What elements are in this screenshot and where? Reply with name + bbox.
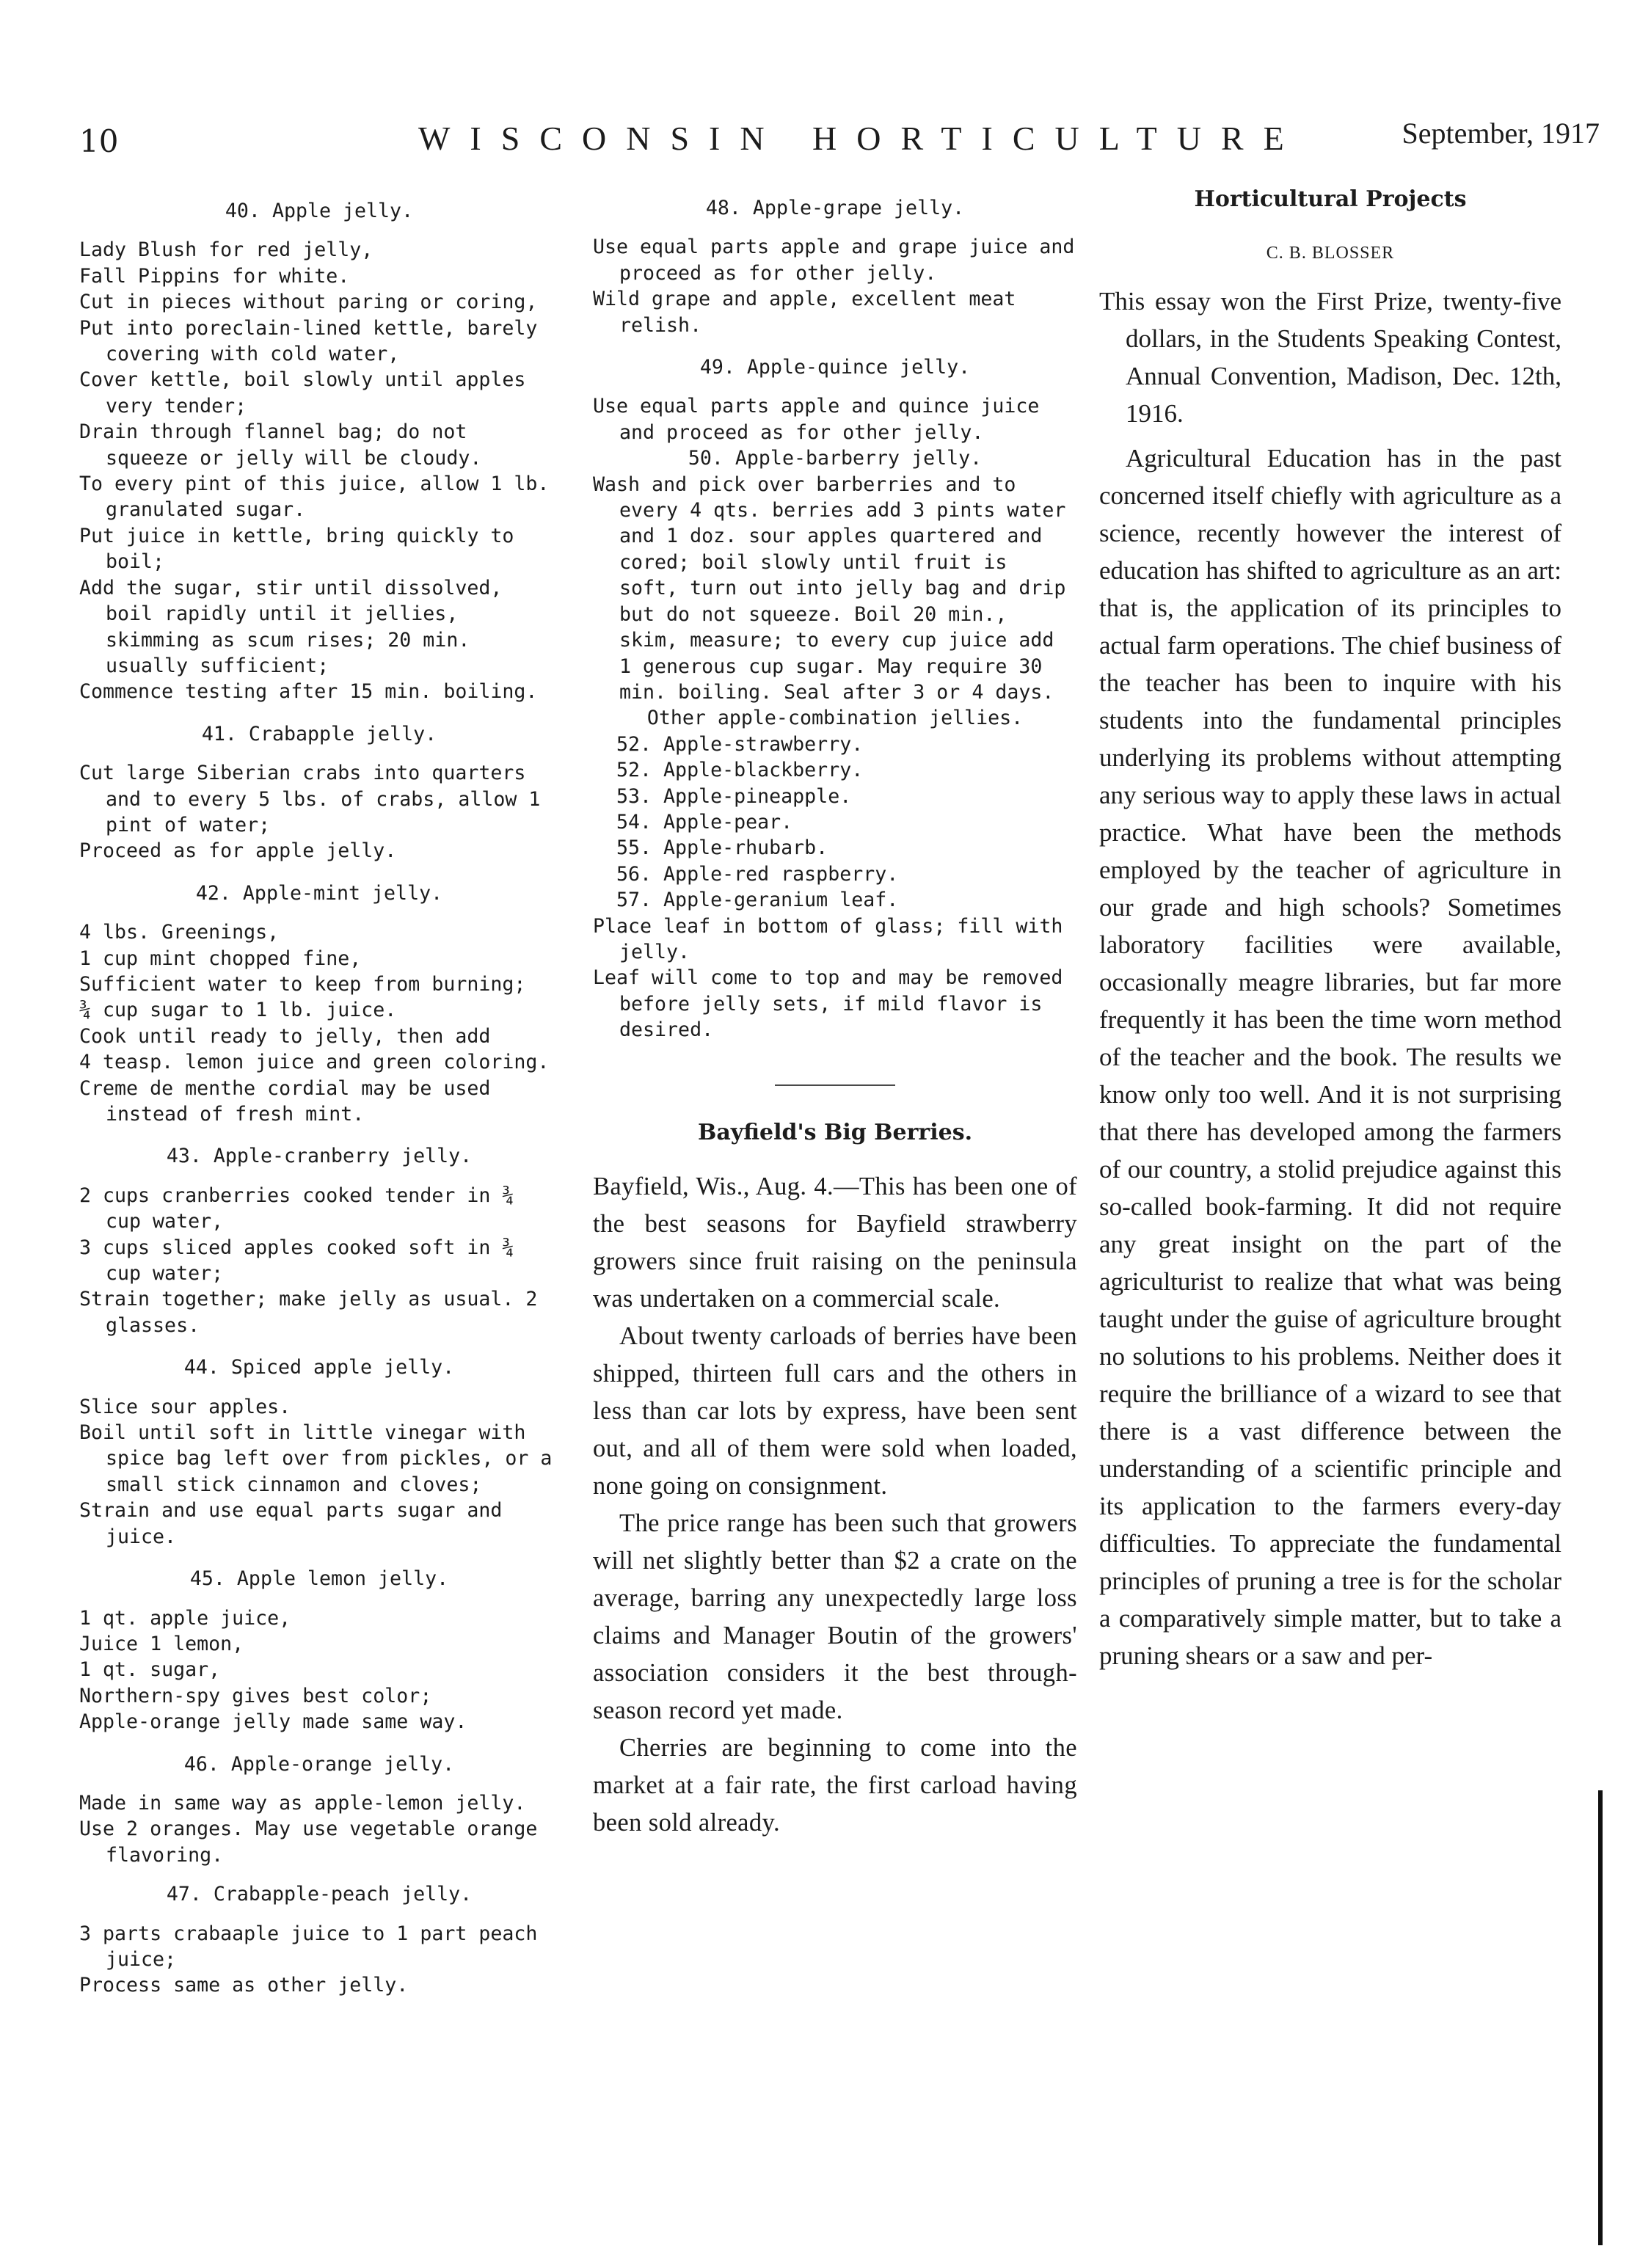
recipe-line: Fall Pippins for white. (79, 264, 350, 288)
recipe-line: Wash and pick over barberries and to every 4 qts. berries add 3 pints water and 1 doz. sour apples quartered and cored; boil slowly until fruit is soft, turn out into jelly bag and drip but do not squeeze. Boil 20 min., skim, measure; to every cup juice add 1 generous cup sugar. May require 30 min. boiling. Seal after 3 or 4 days. (593, 473, 1066, 704)
combination-item: 57. Apple-geranium leaf. (616, 889, 899, 912)
essay-body: Agricultural Education has in the past concerned itself chiefly with agriculture as a science, recently however the interest of education has shifted to agriculture as an art: that is, the application of its principles to actual farm operations. The chief business of the teacher has been to inquire with his students into the fundamental principles underlying its problems without attempting any serious way to apply these laws in actual practice. What have been the methods employed by the teacher of agriculture in our grade and high schools? Sometimes laboratory facilities were available, occasionally meagre libraries, but far more frequently it has been the time worn method of the teacher and the book. The results we know only too well. And it is not surprising that there has developed among the farmers of our country, a stolid prejudice against this so-called book-farming. It did not require any great insight on the part of the agriculturist to realize that what was being taught under the guise of agriculture brought no solutions to his problems. Neither does it require the brilliance of a wizard to see that there is a vast difference between the understanding of a scientific principle and its application to the farmers every-day difficulties. To appreciate the fundamental principles of pruning a tree is for the scholar a comparatively simple matter, but to take a pruning shears or a saw and per- (1099, 444, 1561, 1670)
recipe-heading: 44. Spiced apple jelly. (183, 1356, 455, 1379)
recipe-line: Use equal parts apple and grape juice and proceed as for other jelly. (593, 236, 1075, 285)
recipe-heading: 42. Apple-mint jelly. (195, 881, 443, 905)
recipe-line: Strain and use equal parts sugar and juice. (79, 1499, 503, 1548)
recipe-line: Use 2 oranges. May use vegetable orange flavoring. (79, 1817, 538, 1867)
recipe-line: Slice sour apples. (79, 1395, 291, 1418)
recipe-line: Cook until ready to jelly, then add (79, 1024, 491, 1048)
recipe-line: Juice 1 lemon, (79, 1632, 244, 1655)
essay-title: Horticultural Projects (1194, 186, 1467, 212)
recipe-heading: 43. Apple-cranberry jelly. (166, 1145, 473, 1168)
recipe-heading: 46. Apple-orange jelly. (183, 1752, 455, 1776)
recipe-line: Cut in pieces without paring or coring, (79, 291, 538, 314)
recipe-heading: 41. Crabapple jelly. (201, 722, 437, 745)
combination-item: 55. Apple-rhubarb. (616, 836, 828, 860)
middle-column (593, 195, 1077, 1842)
combination-item: 56. Apple-red raspberry. (616, 862, 899, 886)
recipe-line: Cut large Siberian crabs into quarters and to every 5 lbs. of crabs, allow 1 pint of water; (79, 762, 541, 836)
recipe-line: Leaf will come to top and may be removed before jelly sets, if mild flavor is desired. (593, 966, 1063, 1042)
combination-heading: Other apple-combination jellies. (646, 707, 1024, 730)
page-number: 10 (79, 123, 119, 159)
recipe-line: Process same as other jelly. (79, 1974, 409, 1997)
issue-date: September, 1917 (1402, 117, 1600, 150)
recipe-line: 1 qt. apple juice, (79, 1606, 291, 1630)
journal-title: WISCONSIN HORTICULTURE (418, 120, 1304, 157)
recipe-line: Wild grape and apple, excellent meat relish. (593, 288, 1016, 337)
recipe-line: Add the sugar, stir until dissolved, boil rapidly until it jellies, skimming as scum rises; 20 min. usually sufficient; (79, 576, 503, 677)
combination-item: 52. Apple-strawberry. (616, 732, 864, 756)
essay-intro: This essay won the First Prize, twenty-five dollars, in the Students Speaking Contest, Annual Convention, Madison, Dec. 12th, 1916. (1099, 287, 1561, 428)
essay-author: C. B. BLOSSER (1266, 244, 1395, 263)
recipe-line: Place leaf in bottom of glass; fill with jelly. (593, 914, 1063, 963)
recipe-line: Put juice in kettle, bring quickly to boil; (79, 524, 514, 574)
recipe-column-2 (593, 195, 1077, 1043)
recipe-line: 1 cup mint chopped fine, (79, 947, 362, 970)
news-paragraph: Cherries are beginning to come into the market at a fair rate, the first carload having been sold already. (593, 1733, 1077, 1837)
recipe-line: To every pint of this juice, allow 1 lb. granulated sugar. (79, 473, 550, 522)
recipe-line: 3 parts crabaaple juice to 1 part peach juice; (79, 1922, 538, 1971)
recipe-column-1 (79, 198, 559, 1999)
recipe-line: Put into poreclain-lined kettle, barely covering with cold water, (79, 316, 538, 366)
recipe-heading: 40. Apple jelly. (225, 200, 414, 222)
margin-rule (1598, 1790, 1603, 2245)
recipe-line: Lady Blush for red jelly, (79, 238, 373, 262)
recipe-line: 2 cups cranberries cooked tender in ¾ cup water, (79, 1184, 514, 1233)
combination-item: 53. Apple-pineapple. (616, 784, 852, 808)
news-paragraph: Bayfield, Wis., Aug. 4.—This has been one of the best seasons for Bayfield strawberry growers since fruit raising on the peninsula was undertaken on a commercial scale. (593, 1172, 1077, 1313)
recipe-line: Northern-spy gives best color; (79, 1684, 432, 1707)
recipe-heading: 45. Apple lemon jelly. (189, 1567, 449, 1591)
essay-column (1099, 185, 1561, 1674)
recipe-line: Commence testing after 15 min. boiling. (79, 680, 538, 704)
news-paragraph: About twenty carloads of berries have been shipped, thirteen full cars and the others in less than car lots by express, have been sent out, and all of them were sold when loaded, none going on consignment. (593, 1321, 1077, 1500)
recipe-line: Proceed as for apple jelly. (79, 839, 397, 863)
news-paragraph: The price range has been such that growers will net slightly better than $2 a crate on the average, barring any unexpectedly large loss claims and Manager Boutin of the growers' association considers it the best through-season record yet made. (593, 1509, 1077, 1724)
recipe-line: 1 qt. sugar, (79, 1658, 221, 1682)
recipe-heading: 48. Apple-grape jelly. (705, 197, 965, 219)
recipe-line: Made in same way as apple-lemon jelly. (79, 1791, 526, 1815)
recipe-line: Strain together; make jelly as usual. 2 glasses. (79, 1288, 538, 1337)
news-headline: Bayfield's Big Berries. (697, 1119, 973, 1145)
recipe-line: 3 cups sliced apples cooked soft in ¾ cup water; (79, 1236, 514, 1286)
recipe-heading: 47. Crabapple-peach jelly. (166, 1883, 473, 1906)
recipe-line: Sufficient water to keep from burning; (79, 972, 526, 996)
combination-item: 52. Apple-blackberry. (616, 759, 864, 782)
recipe-line: ¾ cup sugar to 1 lb. juice. (79, 999, 397, 1022)
recipe-line: Use equal parts apple and quince juice and proceed as for other jelly. (593, 395, 1040, 444)
recipe-line: Creme de menthe cordial may be used instead of fresh mint. (79, 1076, 491, 1126)
recipe-line: 4 lbs. Greenings, (79, 921, 280, 944)
recipe-line: 4 teasp. lemon juice and green coloring. (79, 1051, 550, 1074)
recipe-line: Apple-orange jelly made same way. (79, 1710, 467, 1734)
combination-item: 54. Apple-pear. (616, 810, 793, 834)
recipe-line: Boil until soft in little vinegar with spice bag left over from pickles, or a small stick cinnamon and cloves; (79, 1421, 553, 1496)
recipe-heading: 49. Apple-quince jelly. (699, 356, 971, 379)
recipe-heading: 50. Apple-barberry jelly. (688, 447, 983, 470)
recipe-line: Cover kettle, boil slowly until apples very tender; (79, 368, 526, 417)
recipe-line: Drain through flannel bag; do not squeeze or jelly will be cloudy. (79, 420, 482, 470)
